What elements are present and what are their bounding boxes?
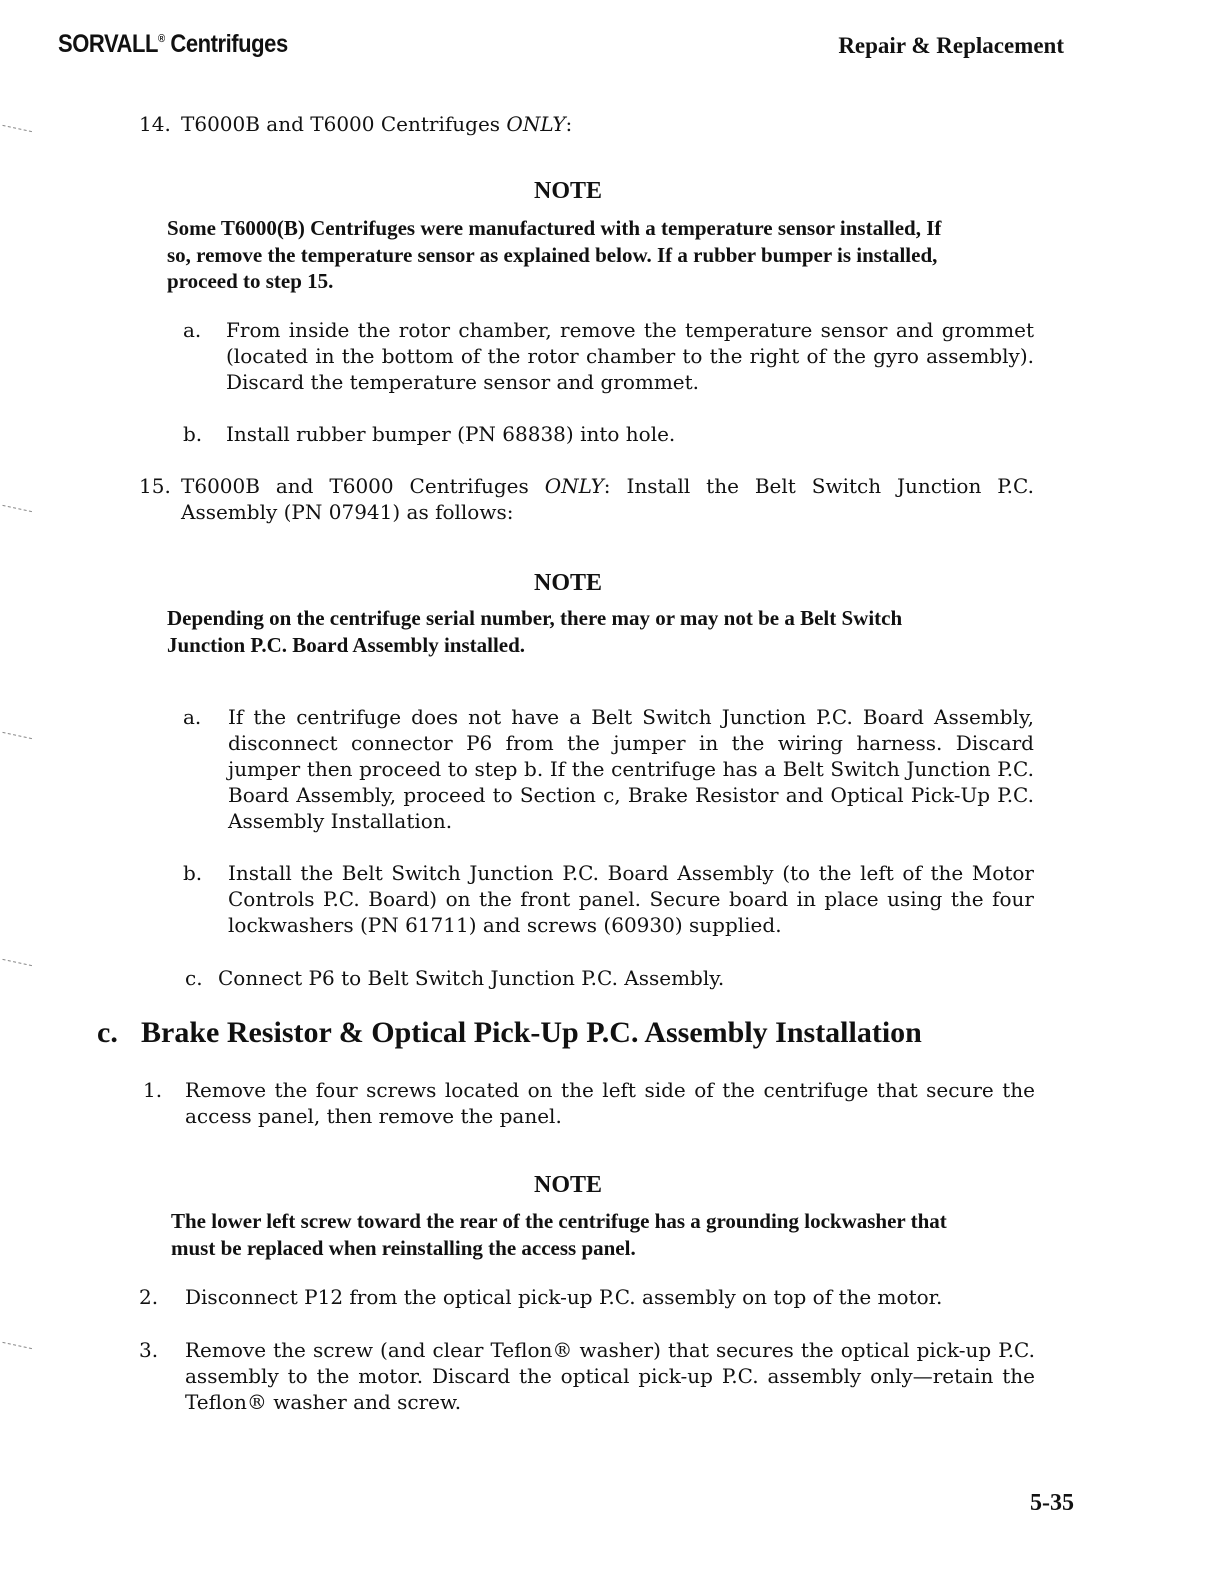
registered-mark: ® [158,33,165,45]
note-3-text: The lower left screw toward the rear of the centrifuge has a grounding lockwasher that must be replaced when reinstalling the access panel. [171,1209,947,1260]
note-1-title: NOTE [533,178,602,204]
margin-mark [2,1342,32,1351]
step-15c-letter: c. [185,966,203,990]
step-15-number: 15. [139,474,171,498]
step-15-text-b: : Install the Belt Switch Junction P.C. Assembly (PN 07941) as follows: [181,474,1034,524]
step-14-number: 14. [139,112,171,136]
c-step-2-text: Disconnect P12 from the optical pick-up P.C. assembly on top of the motor. [185,1285,943,1309]
section-c-heading [97,1016,922,1050]
header-brand [58,30,288,59]
c-step-2-number: 2. [139,1285,159,1309]
header-brand-name: SORVALL [58,30,159,58]
c-step-1-text: Remove the four screws located on the left side of the centrifuge that secure the access panel, then remove the panel. [185,1078,1035,1128]
step-15a-letter: a. [183,705,202,729]
step-14-text-a: T6000B and T6000 Centrifuges [181,112,507,136]
step-15a-text: If the centrifuge does not have a Belt Switch Junction P.C. Board Assembly, disconnect connector P6 from the jumper in the wiring harness. Discard jumper then proceed to step b. If the centrifuge has a Belt Switch Junction P.C. Board Assembly, proceed to Section c, Brake Resistor and Optical Pick-Up P.C. Assembly Installation. [228,705,1034,833]
margin-mark [2,125,32,134]
note-2-title: NOTE [533,570,602,596]
c-step-1-number: 1. [143,1078,163,1102]
c-step-3-number: 3. [139,1338,159,1362]
step-15c-text: Connect P6 to Belt Switch Junction P.C. Assembly. [218,966,725,990]
note-2-text: Depending on the centrifuge serial number, there may or may not be a Belt Switch Junction P.C. Board Assembly installed. [167,606,903,657]
header-section-title: Repair & Replacement [838,33,1064,58]
step-14a-letter: a. [183,318,202,342]
step-14a-text: From inside the rotor chamber, remove the temperature sensor and grommet (located in the bottom of the rotor chamber to the right of the gyro assembly). Discard the temperature sensor and grommet. [226,318,1034,394]
step-14-text [181,111,1041,137]
page-number: 5-35 [1030,1490,1074,1516]
step-14b-text: Install rubber bumper (PN 68838) into hole. [226,422,676,446]
margin-mark [2,959,32,968]
c-step-3-text: Remove the screw (and clear Teflon® washer) that secures the optical pick-up P.C. assembly to the motor. Discard the optical pick-up P.C. assembly only—retain the Teflon® washer and screw. [185,1338,1035,1414]
header-brand-suffix: Centrifuges [164,30,288,58]
step-15-text-a: T6000B and T6000 Centrifuges [181,474,545,498]
step-14b-letter: b. [183,422,203,446]
margin-mark [2,732,32,741]
note-3-title: NOTE [533,1172,602,1198]
section-c-title: Brake Resistor & Optical Pick-Up P.C. Assembly Installation [141,1016,922,1049]
step-15b-text: Install the Belt Switch Junction P.C. Board Assembly (to the left of the Motor Controls P.C. Board) on the front panel. Secure board in place using the four lockwashers (PN 61711) and screws (60930) supplied. [228,861,1034,937]
margin-mark [2,505,32,514]
section-c-letter: c. [97,1016,118,1049]
step-14-only: ONLY [506,112,566,136]
step-15-text [181,473,1034,525]
note-1-text: Some T6000(B) Centrifuges were manufactured with a temperature sensor installed, If so, remove the temperature sensor as explained below. If a rubber bumper is installed, proceed to step 15. [167,216,942,293]
step-15-only: ONLY [544,474,604,498]
step-15b-letter: b. [183,861,203,885]
step-14-text-b: : [565,112,573,136]
